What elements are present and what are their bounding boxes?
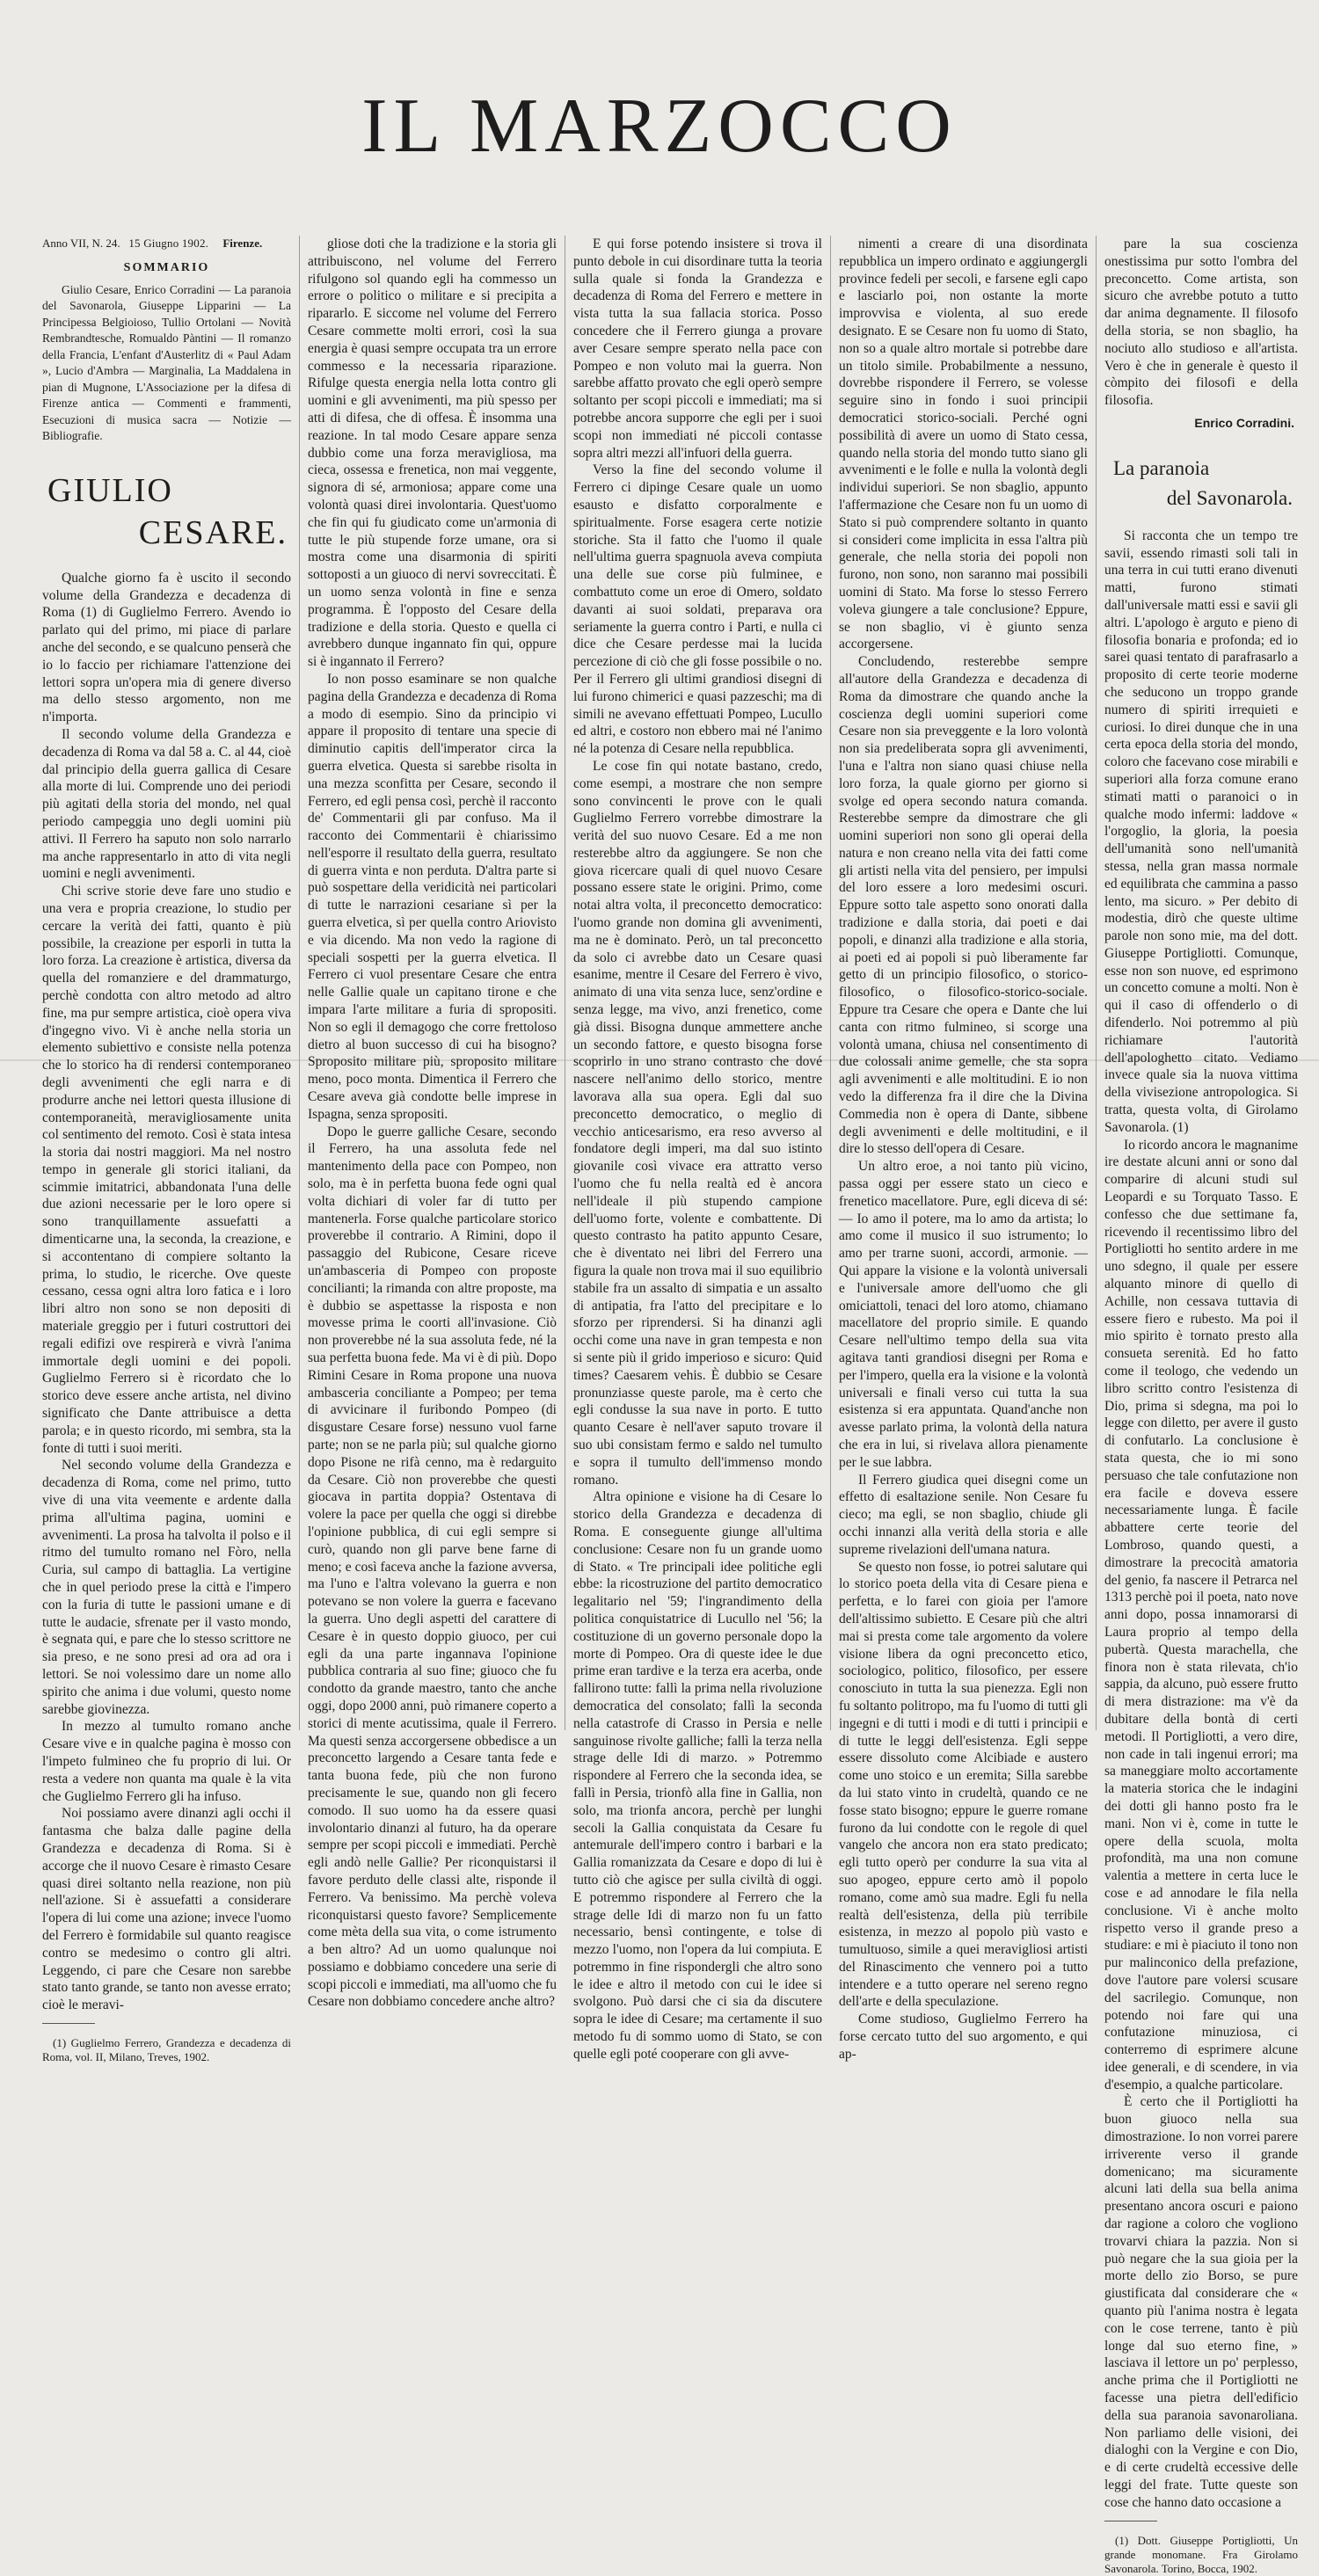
paragraph: Noi possiamo avere dinanzi agli occhi il fantasma che balza dalle pagine della Grandezza e decadenza di Roma. Si è accorge che il nuovo Cesare è rimasto Cesare quasi direi soltanto nella reazione, non più nell'azione. Si è assuefatti a considerare l'opera di lui come una azione; invece l'uomo del Ferrero è formidabile sul quanto reagisce contro se medesimo o contro gli altri. Leggendo, ci pare che Cesare non sarebbe stato tanto grande, se tanto non avesse errato; cioè le meravi- (42, 1806, 291, 2013)
issue-place: Firenze. (222, 236, 263, 250)
paragraph: Un altro eroe, a noi tanto più vicino, passa oggi per essere stato un cieco e frenetico macellatore. Pure, egli diceva di sé: — Io amo il potere, ma lo amo da artista; lo amo come il musico il suo istrumento; lo amo per trarne suoni, accordi, armonie. — Qui appare la visione e la volontà universali e l'universale amore dell'uomo che gli omiciattoli, tenaci del loro atomo, chiamano macellatore del proprio simile. E quando Cesare nell'ultimo tempo della sua vita agitava tanti grandiosi disegni per Roma e per l'impero, quella era la visione e la volontà universali e finali verso cui tutta la sua esistenza si era appuntata. Quand'anche non avesse parlato prima, la volontà della natura che era in lui, si rivelava allora pienamente per le sue labbra. (839, 1159, 1088, 1470)
second-article-title (1104, 454, 1298, 513)
article-title-line2: CESARE. (138, 513, 288, 551)
paragraph: Io ricordo ancora le magnanime ire destate alcuni anni or sono dal comparire di alcuni studi sul Leopardi e su Torquato Tasso. E confesso che due settimane fa, ricevendo il recentissimo libro del Portigliotti ho sentito ardere in me uno sdegno, il quale per essere alquanto minore di quello di Achille, non cessava tuttavia di essere fiero e rubesto. Ma poi il mio spirito è tornato presto alla consueta serenità. Ed ho fatto come il teologo, che vedendo un libro scritto contro l'esistenza di Dio, prima si sdegna, ma poi lo legge con diletto, per avere il gusto di confutarlo. La conclusione è stata questa, che io mi sono persuaso che tale confutazione non era facile e doveva essere necessariamente lunga. È facile abbattere certe teorie del Lombroso, quando questi, a dimostrare la precocità amatoria del genio, fa nascere il Petrarca nel 1313 perchè poi il poeta, nato nove anni dopo, possa innamorarsi di Laura proprio al tempo della pubertà. Questa marachella, che finora non è stata rilevata, ch'io sappia, da alcuno, può essere frutto di mera distrazione: ma v'è da dubitare della bontà di certi metodi. Il Portigliotti, a vero dire, non cade in tali ingenui errori; ma sa maneggiare molto accortamente la materia storica che le indagini dei dotti gli hanno posto fra le mani. Non vi è, come in tutte le opere della scuola, molta profondità, ma una non comune valentia a mettere in certa luce le cose e ad annodare le fila nella conclusione. Vi è anche molto rispetto verso il grande preso a studiare: e mi è piaciuto il tono non pur malinconico della prefazione, dove l'autore pare volersi scusare del sacrilegio. Comunque, non potendo noi fare qui una confutazione minuziosa, ci conterremo di esprimere alcune idee generali, e di scendere, in via d'esempio, a qualche particolare. (1104, 1137, 1298, 2092)
second-article-body (1104, 528, 1298, 2512)
author-signature: Enrico Corradini. (1194, 415, 1294, 430)
column-5 (1104, 236, 1298, 2575)
paragraph: È certo che il Portigliotti ha buon giuoco nella sua dimostrazione. Io non vorrei parere irriverente verso il grande domenicano; ma sicuramente alcuni lati della sua bella anima presentano ancora oscuri e paiono dar ragione a coloro che vogliono trovarvi chiara la pazzia. Non si può negare che la sua gioia per la morte dello zio Borso, se pure giustificata dal considerare che « quanto più l'anima nostra è legata con le cose terrene, tanto è più longe dal suo eterno fine, » lasciava il lettore un po' perplesso, anche prima che il Portigliotti ne facesse una pietra dell'edificio della sua paranoia savonaroliana. Non parliamo delle visioni, dei dialoghi con la Vergine e con Dio, e di certe crudeltà eccessive delle leggi del frate. Tutte queste son cose che hanno dato occasione a (1104, 2094, 1298, 2510)
sommario-text: Giulio Cesare, Enrico Corradini — La paranoia del Savonarola, Giuseppe Lipparini — La Principessa Belgioioso, Tullio Ortolani — Novità Rembrandtesche, Romualdo Pàntini — Il romanzo della Francia, L'enfant d'Austerlitz di « Paul Adam », Lucio d'Ambra — Marginalia, La Maddalena in pian di Mugnone, L'Associazione per la difesa di Firenze antica — Commenti e frammenti, Esecuzioni di musica sacra — Notizie — Bibliografie. (42, 282, 291, 443)
issue-line (42, 236, 291, 251)
paragraph: Nel secondo volume della Grandezza e decadenza di Roma, come nel primo, tutto vive di una vita veemente e ardente dalla prima all'ultima pagina, uomini e avvenimenti. La prosa ha talvolta il polso e il ritmo del tumulto romano nel Fòro, nella Curia, sul campo di battaglia. La vertigine che in quel periodo prese la città e l'impero con la furia di tutte le passioni umane e di tutte le audacie, sfrenate per il vasto mondo, è segnata qui, e pare che lo stesso scrittore ne sia preso, e ne sono presi ad ora ad ora i lettori. Se noi volessimo dare un nome allo spirito che anima i due volumi, questo nome sarebbe giovinezza. (42, 1458, 291, 1717)
article-title (42, 469, 291, 554)
second-article-title-line2: del Savonarola. (1166, 486, 1293, 509)
article-title-line1: GIULIO (47, 471, 173, 509)
paragraph: Le cose fin qui notate bastano, credo, come esempi, a mostrare che non sempre sono convincenti le prove con le quali Guglielmo Ferrero vorrebbe dimostrare la verità del suo nuovo Cesare. Ed a me non resterebbe altro da aggiungere. Se non che giova ricercare quali di quel nuovo Cesare possano essere state le origini. Primo, come notai altra volta, il preconcetto democratico: l'uomo grande non domina gli avvenimenti, ma ne è dominato. Però, un tal preconcetto da solo ci avrebbe dato un Cesare quasi esanime, mentre il Cesare del Ferrero è vivo, animato di una vita senza luce, senz'ordine e senza legge, ma vivo, anzi frenetico, come già dissi. Bisogna dunque ammettere anche un secondo fattore, e questo bisogna forse scoprirlo in uno strano contrasto che dové nascere nell'animo dello storico, mentre lavorava alla sua opera. Egli dal suo preconcetto democratico, o meglio di vecchio anticesarismo, era reso avverso al fondatore degli imperi, ma dal suo istinto giovanile così vivace era attratto verso l'uomo che fu nella realtà ed è ancora nell'ideale il più stupendo campione dell'uomo forte, volente e combattente. Di questo contrasto ha patito appunto Cesare, che è diventato nei libri del Ferrero una figura la quale non trova mai il suo equilibrio stabile fra un assalto di simpatia e un assalto di antipatia, fra l'atto del precipitare e lo sforzo per riprendersi. Si ha dinanzi agli occhi come una nave in gran tempesta e non si sente più il grido imperioso e sicuro: Quid times? Caesarem vehis. È dubbio se Cesare pronunziasse queste parole, ma è certo che egli condusse la sua nave in porto. E tutto quanto Cesare è nell'aver saputo trovare il suo ubi consistam fermo e saldo nel tumulto e sopra il tumulto dell'immenso mondo romano. (573, 758, 822, 1488)
column-4 (839, 236, 1088, 2062)
paragraph: Dopo le guerre galliche Cesare, secondo il Ferrero, ha una assoluta fede nel mantenimento della pace con Pompeo, non solo, ma è in perfetta buona fede ogni qual volta dichiari di voler far di tutto per mantenerla. Forse qualche particolare storico proverebbe il contrario. A Rimini, dopo il passaggio del Rubicone, Cesare riceve un'ambasceria di Pompeo con proposte concilianti; la rimanda con altre proposte, ma è dubbio se aspettasse la risposta e non movesse prima le coorti all'invasione. Ciò non proverebbe né la sua assoluta fede, né la sua perfetta buona fede. Ma vi è di più. Dopo Rimini Cesare in Roma propone una nuova ambasceria conciliante a Pompeo; per tema di avvicinare il furibondo Pompeo (di disgustare Cesare forse) nessuno vuol farne parte; non se ne parla più; sul qualche giorno dopo Pisone ne rifà cenno, ma è redarguito da Cesare. Ciò non proverebbe che questi giocava in partita doppia? Ostentava di volere la pace per quella che oggi si direbbe l'opinione pubblica, di cui egli sempre si curò, quando non gli parve bene farne di meno; e così faceva anche la fazione avversa, ma l'uno e l'altra volevano la guerra e non potevano se non volere la guerra e facevano la guerra. Uno degli aspetti del carattere di Cesare è in questo doppio giuoco, per cui egli da una parte ingannava l'opinione pubblica contraria al suo fine; giuoco che fu condotto da grande maestro, tanto che anche oggi, dopo 2000 anni, può rimanere coperto a storici di mente acutissima, quale il Ferrero. Ma questi senza accorgersene obbedisce a un preconcetto largendo a Cesare tanta fede e tanta buona fede, più che non furono precisamente le sue, quando non gli fecero comodo. Il suo uomo ha da essere quasi involontario dinanzi al futuro, ha da operare sempre per scopi piccoli e immediati. Perchè egli andò nelle Gallie? Per riconquistarsi il favore perduto delle classi alte, risponde il Ferrero. Va benissimo. Ma perchè voleva riconquistarsi questo favore? Semplicemente come mèta della sua vita, o come istrumento a ben altro? Ad un uomo qualunque noi possiamo e dobbiamo concedere una serie di scopi piccoli e immediati, ma all'uomo che fu Cesare non dobbiamo concedere anche altro? (308, 1124, 557, 2010)
paragraph: Si racconta che un tempo tre savii, essendo rimasti soli tali in una terra in cui tutti erano divenuti matti, furono stimati dall'universale matti essi e savii gli altri. L'apologo è arguto e pieno di filosofia bonaria e profonda; ed io sarei quasi tentato di parafrasarlo a proposito di certe teorie moderne che seducono un troppo grande numero di spiriti irrequieti e curiosi. Io direi dunque che in una certa epoca della storia del mondo, coloro che facevano cose mirabili e superiori alla forza comune erano stimati matti o paranoici o in qualche modo infermi: laddove « l'orgoglio, la gloria, la poesia dell'umanità sono nell'umanità stessa, nella gran massa normale ed equilibrata che cammina a passo lento, ma sicuro. » Per debito di modestia, dirò che queste ultime parole non sono mie, ma del dott. Giuseppe Portigliotti. Comunque, esse non son nuove, ed esprimono un concetto comune a molti. Non è qui il caso di offenderlo o di difenderlo. Noi potremmo al più richiamare l'autorità dell'apologhetto citato. Vediamo invece quale sia la nuova vittima della vivisezione antropologica. Si tratta, questa volta, di Girolamo Savonarola. (1) (1104, 528, 1298, 1135)
column-1-body (42, 570, 291, 2014)
paragraph: Verso la fine del secondo volume il Ferrero ci dipinge Cesare quale un uomo esausto e disfatto corporalmente e spiritualmente. Forse esagera certe notizie storiche. Sta il fatto che l'uomo il quale nell'ultima guerra spagnuola aveva compiuta una delle sue corse più fulminee, e combattuto come un eroe di Omero, soldato davanti ai suoi soldati, preparava ora seriamente la guerra contro i Parti, e nulla ci dice che Cesare perdesse mai la lucida percezione di ciò che gli fosse possibile o no. Per il Ferrero gli ultimi grandiosi disegni di lui furono chimerici e quasi pazzeschi; ma di simili ne avevano effettuati Pompeo, Lucullo ed altri, e costoro non ebbero mai né l'animo né la potenza di Cesare nella repubblica. (573, 462, 822, 757)
paragraph: gliose doti che la tradizione e la storia gli attribuiscono, nel volume del Ferrero rifulgono sol quando egli ha commesso un errore o politico o militare e si precipita a ripararlo. E siccome nel volume del Ferrero Cesare commette molti errori, così la sua energia è quasi sempre occupata tra un errore commesso e la necessaria riparazione. Rifulge questa energia nella lotta contro gli uomini e gli avvenimenti, ma più spesso per atti di difesa, che di offesa. È insomma una reazione. In tal modo Cesare appare senza dubbio come una forza meravigliosa, ma cieca, ossessa e frenetica, non mai veggente, signora di sé, armoniosa; appare come una volontà quasi direi involontaria. Quest'uomo che fin qui fu giudicato come un'armonia di tutte le più stupende forze umane, ora si mostra come una disarmonia di spiriti sottoposti a un giuoco di nervi sovreccitati. È un uomo senza volontà in fine e senza programma. È l'opposto del Cesare della tradizione e della storia. Questo e quella ci avrebbero dunque ingannato fin qui, oppure si è ingannato il Ferrero? (308, 236, 557, 670)
issue-date: 15 Giugno 1902. (128, 236, 209, 250)
issue-number: Anno VII, N. 24. (42, 236, 120, 250)
column-rule (299, 236, 300, 1730)
masthead: IL MARZOCCO (361, 84, 958, 169)
column-4-body (839, 236, 1088, 2063)
footnote-separator (42, 2023, 95, 2024)
paragraph: Qualche giorno fa è uscito il secondo volume della Grandezza e decadenza di Roma (1) di Guglielmo Ferrero. Avendo io parlato qui del primo, mi piace di parlare anche del secondo, e se qualcuno penserà che io lo faccio per richiamare l'attenzione dei lettori sopra un'opera mia di genere diverso ma dello stesso argomento, non me n'importa. (42, 570, 291, 725)
paragraph: nimenti a creare di una disordinata repubblica un impero ordinato e aggiungergli province fedeli per secoli, e farsene egli capo e lasciarlo poi, non ostante la morte improvvisa e violenta, al suo erede designato. E se Cesare non fu uomo di Stato, non so a quale altro mortale si potrebbe dare un titolo simile. Probabilmente a nessuno, dovrebbe rispondere il Ferrero, se volesse seguire sino in fondo i suoi principii democratici storico-sociali. Perché ogni possibilità di avere un uomo di Stato cessa, quando nella storia del mondo tutto siano gli avvenimenti e le folle e nulla la volontà degli individui superiori. Se non sbaglio, appunto l'affermazione che Cesare non fu un uomo di Stato si può comprendere soltanto in quanto si consideri come implicita in essa l'altra più generale, che nella storia dei popoli non furono, non sono, non saranno mai possibili uomini di Stato. Ma forse lo stesso Ferrero voleva giungere a tale conclusione? Eppure, se non sbaglio, vi è giunto senza accorgersene. (839, 236, 1088, 652)
column-3 (573, 236, 822, 2062)
paragraph: Il secondo volume della Grandezza e decadenza di Roma va dal 58 a. C. al 44, cioè dal principio della guerra gallica di Cesare alla morte di lui. Comprende uno dei periodi più agitati della storia del mondo, nel qual periodo campeggia uno degli uomini più attivi. Il Ferrero ha saputo non solo narrarlo ma anche rappresentarlo in atto di vita negli uomini e negli avvenimenti. (42, 726, 291, 882)
paragraph: In mezzo al tumulto romano anche Cesare vive e in qualche pagina è mosso con l'impeto fulmineo che fu proprio di lui. Or resta a vedere non quanta ma quale è la vita che Guglielmo Ferrero gli ha infuso. (42, 1719, 291, 1804)
column-2-body (308, 236, 557, 2011)
paragraph: Altra opinione e visione ha di Cesare lo storico della Grandezza e decadenza di Roma. E conseguente giunge all'ultima conclusione: Cesare non fu un grande uomo di Stato. « Tre principali idee politiche egli ebbe: la ricostruzione del partito democratico legalitario nel '59; l'ingrandimento della politica conquistatrice di Lucullo nel '56; la costituzione di un governo personale dopo la morte di Pompeo. Ora di queste idee le due prime eran tardive e la terza era acerba, onde fallirono tutte: fallì la prima nella rivoluzione democratica del consolato; fallì la seconda nella catastrofe di Crasso in Persia e nelle sanguinose rivolte galliche; fallì la terza nella strage delle Idi di marzo. » Potremmo rispondere al Ferrero che la seconda idea, se fallì in Persia, trionfò alla fine in Gallia, non solo, ma trionfa ancora, perchè per lunghi secoli la Gallia conquistata da Cesare fu antemurale dell'impero contro i barbari e la Gallia romanizzata da Cesare e dopo di lui è tutto ciò che agisce per sulla civiltà di oggi. E potremmo rispondere al Ferrero che la strage delle Idi di marzo non fu un fatto necessario, bensì contingente, e tolse di mezzo l'uomo, non l'opera da lui compiuta. E potremmo in fine rispondergli che altro sono le idee e altro il metodo con cui le idee si svolgono. Può darsi che ci sia da discutere sopra le idee di Cesare; ma certamente il suo metodo fu di sommo uomo di Stato, se con quelle egli poté cooperare con gli avve- (573, 1489, 822, 2062)
column-rule (830, 236, 831, 1730)
paragraph: E qui forse potendo insistere si trova il punto debole in cui disordinare tutta la teoria sulla quale si fonda la Grandezza e decadenza di Roma del Ferrero e mettere in vista tutta la sua fallacia storica. Posso concedere che il Ferrero giunga a provare aver Cesare sempre sperato nella pace con Pompeo e non voluto mai la guerra. Non sarebbe affatto provato che egli operò sempre soltanto per scopi piccoli e immediati; ma si potrebbe ancora supporre che egli per i suoi scopi non immediati né piccoli contasse sopra altri mezzi all'infuori della guerra. (573, 236, 822, 461)
paragraph: Io non posso esaminare se non qualche pagina della Grandezza e decadenza di Roma a modo di esempio. Sino da principio vi appare il proposito di tentare una specie di diminutio capitis dell'imperator circa la guerra elvetica. Questa si sarebbe risolta in una mezza sconfitta per Cesare, secondo il Ferrero, ed egli pensa così, perchè il racconto de' Commentarii gli par confuso. Ma il racconto dei Commentarii è chiarissimo nell'esporre il resultato della guerra, resultato di guerra vinta e non perduta. D'altra parte si può sospettare della veridicità nei particolari di tutte le narrazioni cesariane sì per la guerra elvetica, sì per quella contro Ariovisto e via dicendo. Ma non vedo la ragione di speciali sospetti per la guerra elvetica. Il Ferrero ci vuol presentare Cesare che entra nelle Gallie quale un capitano tirone e che impara l'arte militare a furia di spropositi. Non so egli il demagogo che corre frettoloso dietro al buon successo di cui ha bisogno? Sproposito militare più, sproposito militare meno, poco monta. Dimentica il Ferrero che Cesare aveva già condotte belle imprese in Ispagna, senza spropositi. (308, 671, 557, 1122)
column-1 (42, 236, 291, 2063)
paragraph: pare la sua coscienza onestissima pur sotto l'ombra del preconcetto. Come artista, son sicuro che avrebbe potuto a tutto dar anima degnamente. Il filosofo della storia, se non sbaglio, ha nociuto allo studioso e all'artista. Vero è che in generale è questo il còmpito dei filosofi e della filosofia. (1104, 236, 1298, 409)
paragraph: Il Ferrero giudica quei disegni come un effetto di esaltazione senile. Non Cesare fu cieco; ma egli, se non sbaglio, chiude gli occhi innanzi alla verità della storia e alle supreme rivelazioni dell'umana natura. (839, 1472, 1088, 1557)
footnote-portigliotti: (1) Dott. Giuseppe Portigliotti, Un grande monomane. Fra Girolamo Savonarola. Torino, Bocca, 1902. (1104, 2533, 1298, 2575)
column-5-body (1104, 236, 1298, 410)
second-article-title-line1: La paranoia (1113, 456, 1210, 479)
paragraph: Se questo non fosse, io potrei salutare qui lo storico poeta della vita di Cesare piena e perfetta, e lo farei con gioia per l'amore dell'altissimo subietto. E Cesare più che altri mai si presta come tale argomento da volere visione libera da ogni preconcetto etico, sociologico, politico, filosofico, per essere conosciuto in tutta la sua pienezza. Egli non fu soltanto politropo, ma fu l'uomo di tutti gli ingegni e di tutti i modi e di tutti i principii e di tutte le leggi dell'esistenza. Egli seppe essere dissoluto come Alcibiade e austero come uno stoico e un eremita; Silla sarebbe da lui stato vinto in crudeltà, quando ce ne fosse stato bisogno; eppure le guerre romane furono da lui condotte con le regole di quel vangelo che ancora non era stato predicato; egli tutto operò per condurre la sua vita al suo apogeo, eppure certo amò il popolo romano, come amò sua madre. Egli fu nella realtà dell'esistenza, della più terribile esistenza, in mezzo al popolo più vasto e tumultuoso, simile a quei meravigliosi artisti del Rinascimento che vennero poi a tutto intendere e a tutto operare nel sereno regno dell'arte e della speculazione. (839, 1559, 1088, 2010)
paragraph: Concludendo, resterebbe sempre all'autore della Grandezza e decadenza di Roma da dimostrare che quando anche la coscienza degli uomini superiori come Cesare non sia preveggente e la loro volontà non sia predeliberata sopra gli avvenimenti, l'una e l'altra non siano quasi chiuse nella loro forza, la quale giorno per giorno si svolge ed opera secondo natura comanda. Resterebbe sempre da dimostrare che gli uomini superiori non sono gli operai della natura e non creano nella vita dei fatti come gli artisti nella vita del pensiero, per impulsi del loro essere a loro medesimi oscuri. Eppure sotto tale aspetto sono onorati dalla tradizione e dalla storia, dai poeti e dai popoli, e dinanzi alla tradizione e alla storia, ai poeti ed ai popoli si può liberamente far getto di un principio filosofico, o storico-filosofico, o filosofico-storico-sociale. Eppure tra Cesare che opera e Dante che lui canta con ritmo fulmineo, si scorge una volontà umana, chiusa nel consentimento di due colossali anime gemelle, che sta sopra agli avvenimenti e alle moltitudini. E io non vedo la differenza fra il dire che la Divina Commedia non è opera di Dante, sibbene degli avvenimenti e delle moltitudini, e il dire lo stesso dell'opera di Cesare. (839, 654, 1088, 1157)
paragraph: Chi scrive storie deve fare uno studio e una vera e propria creazione, lo studio per cercare la verità dei fatti, quanto è più possibile, la creazione per esporli in tutta la loro forza. La creazione è artistica, diversa da quella del romanziere e del drammaturgo, perchè condotta con altro metodo ad altro fine, ma pur sempre artistica, cioè opera viva d'ingegno vivo. Vi è anche nella storia un elemento subiettivo e consiste nella potenza che lo storico ha di rendersi contemporaneo degli avvenimenti che egli narra e di produrre anche nei lettori questa illusione di contemporaneità, meravigliosamente unita col sentimento del remoto. Così è stata intesa la storia dai nostri maggiori. Ma nel nostro tempo in generale gli storici italiani, da scimmie imitatrici, abbandonata l'una delle due azioni necessarie per le loro opere si sono tranquillamente assuefatti a dimenticarne una, la seconda, la creazione, e si accontentano di compiere soltanto la prima, lo studio, le ricerche. Ove queste cessano, cessa ogni altra loro fatica e i loro libri altro non sono se non depositi di materiale greggio per i futuri costruttori dei regali edifizi ove respirerà e vivrà l'anima immortale degli uomini e dei popoli. Guglielmo Ferrero si è ricordato che lo storico deve essere anche artista, nel divino significato che Dante attribuisce a detta parola; e in questo ricordo, mi sembra, sta la fonte di tutti i suoi meriti. (42, 884, 291, 1456)
column-3-body (573, 236, 822, 2063)
sommario-title: SOMMARIO (123, 261, 210, 274)
paragraph: Come studioso, Guglielmo Ferrero ha forse cercato tutto del suo argomento, e qui ap- (839, 2012, 1088, 2062)
footnote-ferrero: (1) Guglielmo Ferrero, Grandezza e decadenza di Roma, vol. II, Milano, Treves, 1902. (42, 2035, 291, 2063)
column-2 (308, 236, 557, 2010)
column-rule (1096, 236, 1097, 1730)
